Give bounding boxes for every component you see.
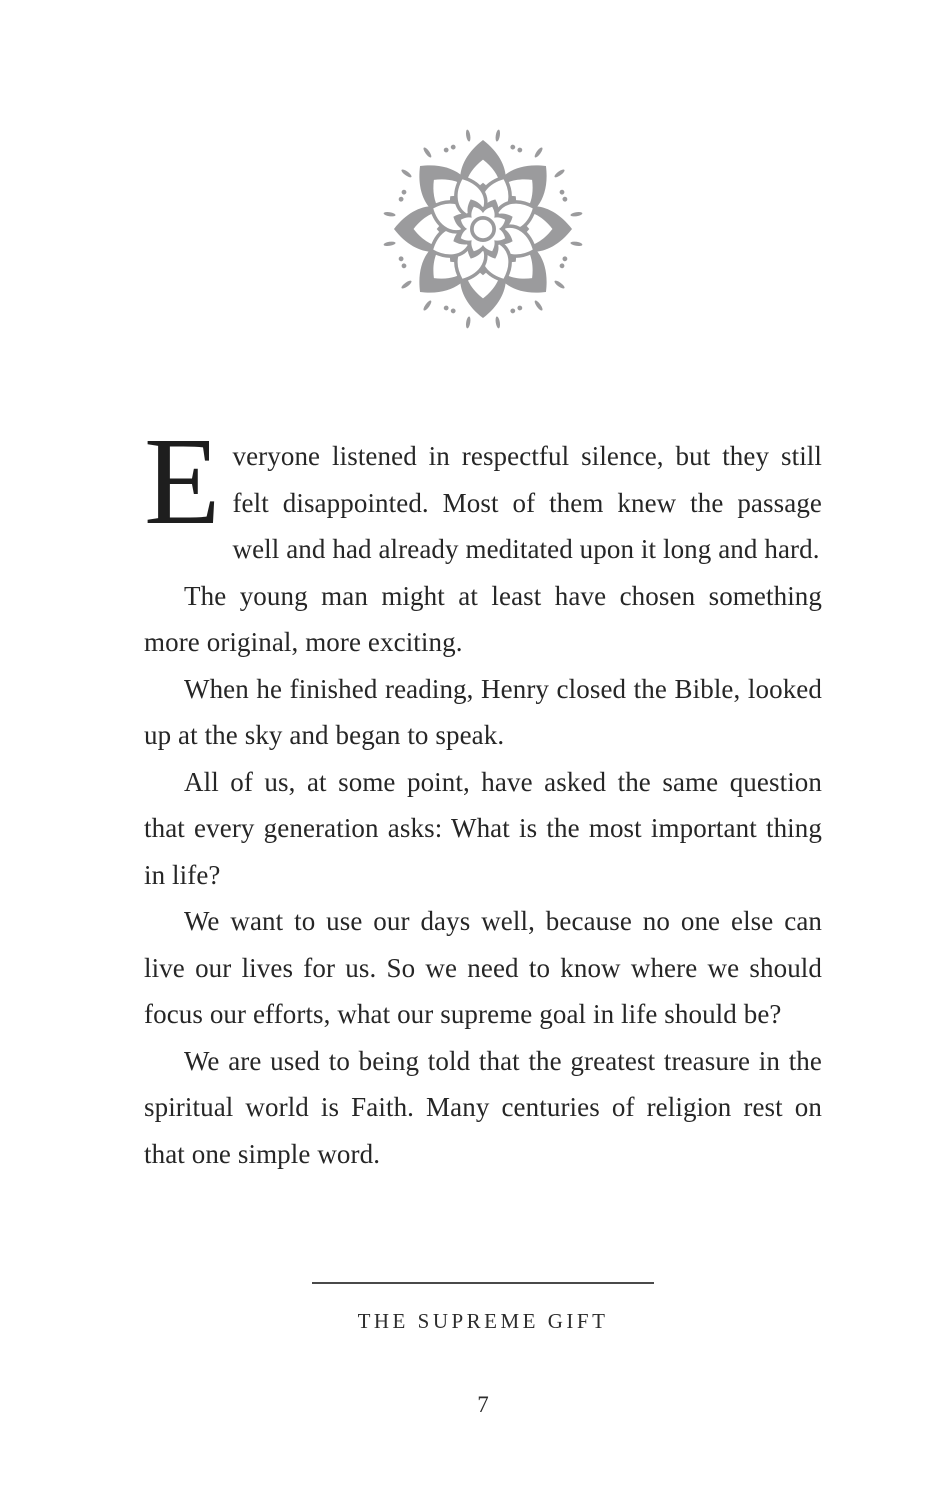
body-text — [144, 413, 822, 1177]
footer-divider — [312, 1282, 654, 1284]
page-number: 7 — [477, 1392, 489, 1417]
paragraph: The young man might at least have chosen something more original, more exciting. — [144, 580, 822, 657]
page-footer — [144, 1282, 822, 1334]
page-content — [0, 127, 935, 1177]
drop-cap: E — [144, 413, 221, 551]
paragraph: When he finished reading, Henry closed the Bible, looked up at the sky and began to speak. — [144, 673, 822, 750]
paragraph-text: veryone listened in respectful silence, but they still felt disappointed. Most of them knew the passage well and had already meditated upon it long and hard. — [232, 441, 822, 564]
paragraph: We want to use our days well, because no one else can live our lives for us. So we need to know where we should focus our efforts, what our supreme goal in life should be? — [144, 906, 822, 1029]
paragraph: All of us, at some point, have asked the same question that every generation asks: What is the most important thing in life? — [144, 766, 822, 890]
paragraph — [144, 413, 822, 573]
lotus-mandala-ornament — [381, 127, 585, 331]
running-title: THE SUPREME GIFT — [357, 1309, 609, 1333]
paragraph: We are used to being told that the greatest treasure in the spiritual world is Faith. Many centuries of religion rest on that one simple word. — [144, 1045, 822, 1169]
